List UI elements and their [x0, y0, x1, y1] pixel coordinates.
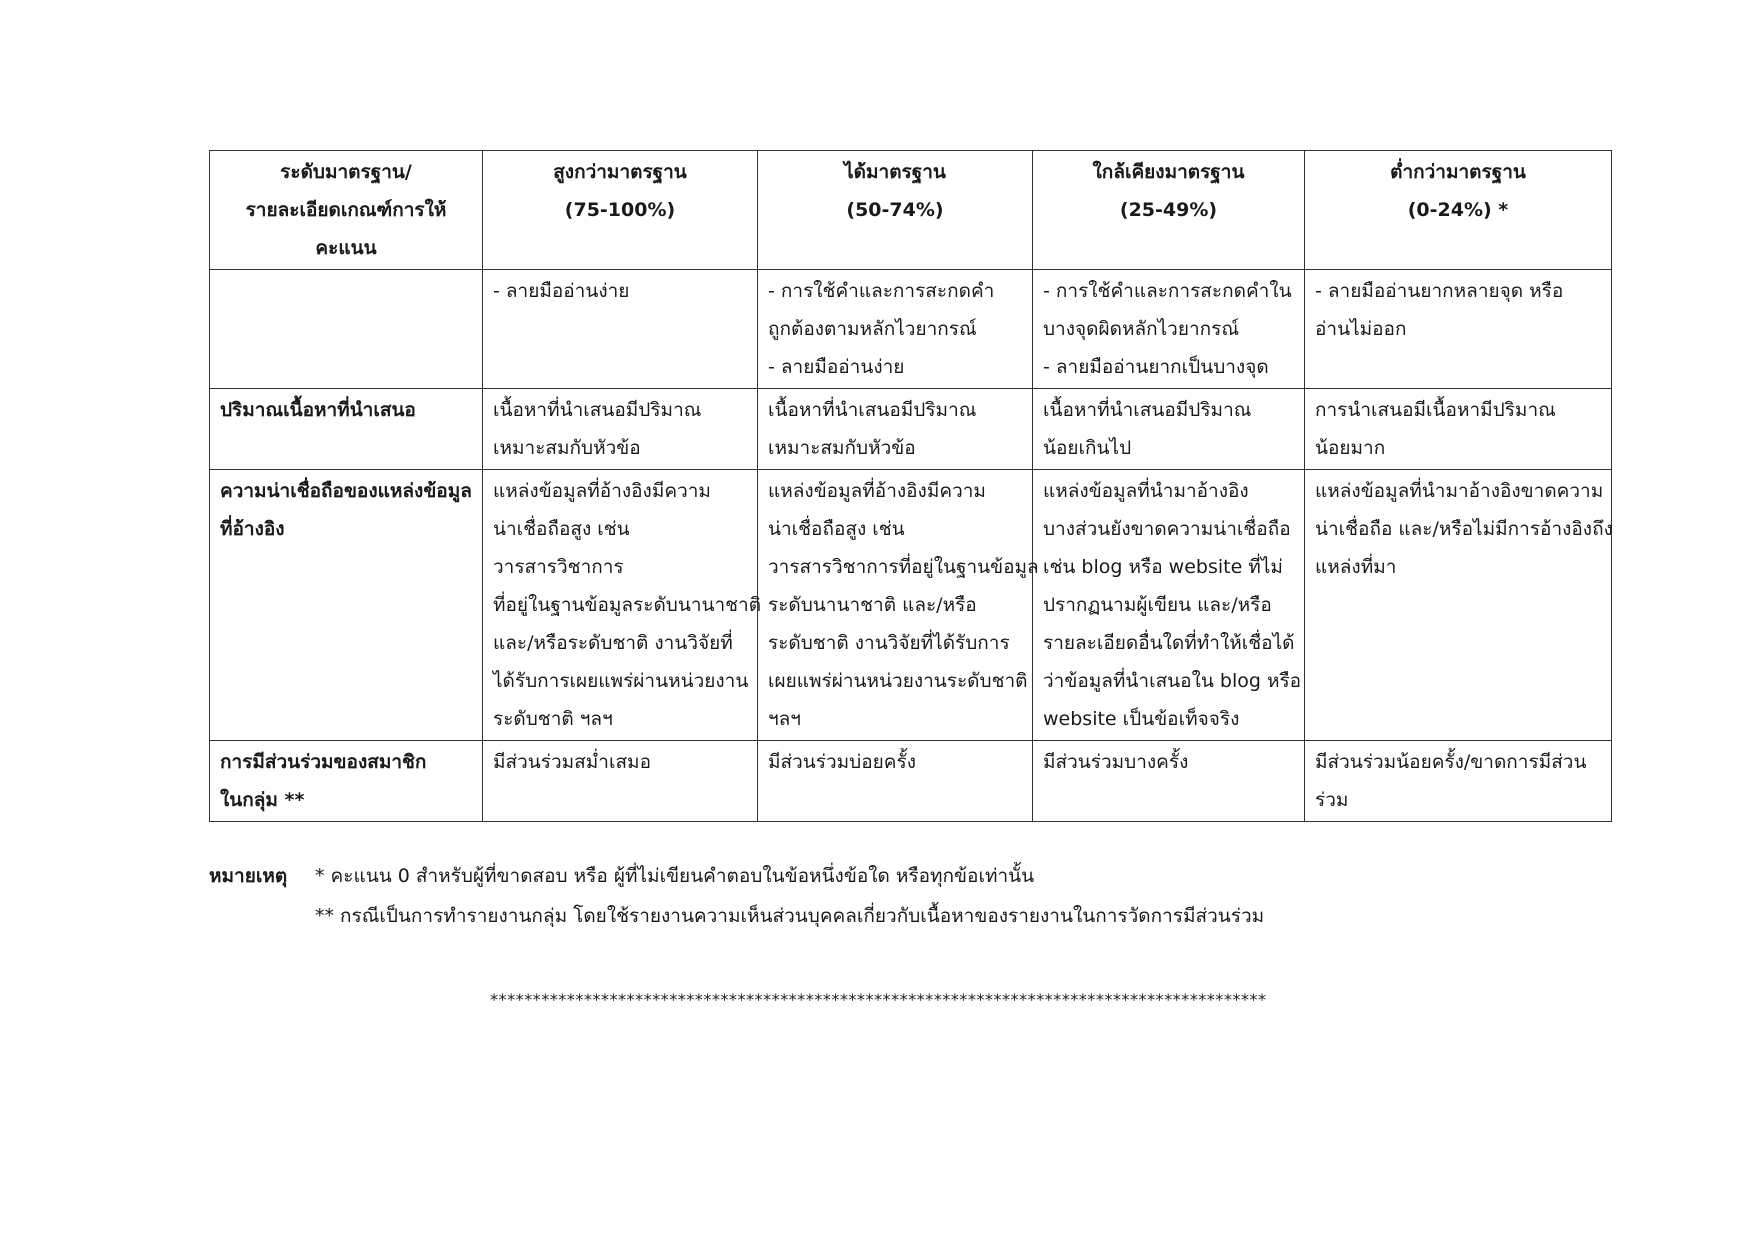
cell-line: และ/หรือระดับชาติ งานวิจัยที่ — [493, 632, 733, 654]
header-cell-above-standard — [483, 151, 758, 270]
cell-line: ระดับชาติ ฯลฯ — [493, 708, 613, 730]
cell-line: ปรากฏนามผู้เขียน และ/หรือ — [1043, 594, 1272, 616]
cell-line: แหล่งที่มา — [1315, 556, 1397, 578]
cell-line: เนื้อหาที่นำเสนอมีปริมาณ — [1043, 399, 1252, 421]
table-cell — [1305, 270, 1612, 389]
cell-line: ถูกต้องตามหลักไวยากรณ์ — [768, 318, 977, 340]
cell-line: น้อยมาก — [1315, 437, 1386, 459]
header-cell-meets-standard — [758, 151, 1033, 270]
table-row — [210, 470, 1612, 741]
header-line: คะแนน — [315, 237, 377, 259]
table-cell — [1033, 741, 1305, 822]
cell-line: แหล่งข้อมูลที่นำมาอ้างอิงขาดความ — [1315, 480, 1604, 502]
cell-line: website เป็นข้อเท็จจริง — [1043, 708, 1240, 730]
header-line: (25-49%) — [1119, 199, 1218, 221]
cell-line: มีส่วนร่วมสม่ำเสมอ — [493, 751, 651, 773]
cell-line: - การใช้คำและการสะกดคำใน — [1043, 280, 1292, 302]
table-cell — [483, 470, 762, 741]
cell-line: ระดับชาติ งานวิจัยที่ได้รับการ — [768, 632, 1010, 654]
note-row — [209, 896, 1264, 936]
cell-line: เนื้อหาที่นำเสนอมีปริมาณ — [768, 399, 977, 421]
criterion-line: ปริมาณเนื้อหาที่นำเสนอ — [220, 399, 416, 421]
table-row — [210, 270, 1612, 389]
cell-line: น้อยเกินไป — [1043, 437, 1132, 459]
cell-line: เผยแพร่ผ่านหน่วยงานระดับชาติ — [768, 670, 1028, 692]
header-line: (0-24%) * — [1407, 199, 1509, 221]
table-cell — [758, 741, 1033, 822]
criterion-line: ที่อ้างอิง — [220, 518, 285, 540]
note-row — [209, 856, 1264, 896]
criterion-line: การมีส่วนร่วมของสมาชิก — [220, 751, 427, 773]
cell-line: บางจุดผิดหลักไวยากรณ์ — [1043, 318, 1239, 340]
criterion-line: ความน่าเชื่อถือของแหล่งข้อมูล — [220, 480, 472, 502]
criterion-line: ในกลุ่ม ** — [220, 789, 305, 811]
cell-line: ร่วม — [1315, 789, 1349, 811]
cell-line: - ลายมืออ่านง่าย — [493, 280, 630, 302]
cell-line: ระดับนานาชาติ และ/หรือ — [768, 594, 977, 616]
cell-line: ได้รับการเผยแพร่ผ่านหน่วยงาน — [493, 670, 749, 692]
header-line: ใกล้เคียงมาตรฐาน — [1092, 161, 1245, 183]
cell-line: ที่อยู่ในฐานข้อมูลระดับนานาชาติ — [493, 594, 762, 616]
cell-line: รายละเอียดอื่นใดที่ทำให้เชื่อได้ — [1043, 632, 1295, 654]
notes-section — [209, 856, 1264, 936]
cell-line: เหมาะสมกับหัวข้อ — [768, 437, 916, 459]
cell-line: บางส่วนยังขาดความน่าเชื่อถือ — [1043, 518, 1291, 540]
cell-line: ว่าข้อมูลที่นำเสนอใน blog หรือ — [1043, 670, 1302, 692]
cell-line: - ลายมืออ่านยากหลายจุด หรือ — [1315, 280, 1564, 302]
table-cell — [483, 389, 758, 470]
header-row — [210, 151, 1612, 270]
header-cell-criteria — [210, 151, 483, 270]
criterion-cell — [210, 741, 483, 822]
criterion-cell — [210, 270, 483, 389]
cell-line: น่าเชื่อถือสูง เช่น — [493, 518, 630, 540]
table-row — [210, 389, 1612, 470]
header-line: รายละเอียดเกณฑ์การให้ — [245, 199, 447, 221]
cell-line: - การใช้คำและการสะกดคำ — [768, 280, 995, 302]
header-line: ระดับมาตรฐาน/ — [280, 161, 412, 183]
cell-line: มีส่วนร่วมบางครั้ง — [1043, 751, 1189, 773]
cell-line: - ลายมืออ่านง่าย — [768, 356, 905, 378]
table-cell — [483, 741, 758, 822]
cell-line: - ลายมืออ่านยากเป็นบางจุด — [1043, 356, 1269, 378]
table-cell — [758, 470, 1039, 741]
header-cell-near-standard — [1033, 151, 1305, 270]
cell-line: อ่านไม่ออก — [1315, 318, 1407, 340]
notes-label: หมายเหตุ — [209, 865, 288, 887]
cell-line: เหมาะสมกับหัวข้อ — [493, 437, 641, 459]
header-line: ต่ำกว่ามาตรฐาน — [1390, 161, 1526, 183]
cell-line: แหล่งข้อมูลที่อ้างอิงมีความ — [493, 480, 711, 502]
table-cell — [1033, 389, 1305, 470]
cell-line: แหล่งข้อมูลที่อ้างอิงมีความ — [768, 480, 986, 502]
table-cell — [1033, 470, 1305, 741]
criterion-cell — [210, 389, 483, 470]
table-cell — [1305, 741, 1612, 822]
table-cell — [1305, 470, 1612, 741]
table-cell — [758, 270, 1033, 389]
header-line: (50-74%) — [846, 199, 944, 221]
cell-line: น่าเชื่อถือ และ/หรือไม่มีการอ้างอิงถึง — [1315, 518, 1613, 540]
header-cell-below-standard — [1305, 151, 1612, 270]
table-cell — [758, 389, 1033, 470]
table-cell — [483, 270, 758, 389]
note-text: * คะแนน 0 สำหรับผู้ที่ขาดสอบ หรือ ผู้ที่ไม่เขียนคำตอบในข้อหนึ่งข้อใด หรือทุกข้อเท่านั้น — [315, 865, 1035, 887]
table-cell — [1305, 389, 1612, 470]
criterion-cell — [210, 470, 483, 741]
header-line: (75-100%) — [564, 199, 676, 221]
note-text: ** กรณีเป็นการทำรายงานกลุ่ม โดยใช้รายงานความเห็นส่วนบุคคลเกี่ยวกับเนื้อหาของรายงานในการวัดการมีส่วนร่วม — [315, 905, 1265, 927]
cell-line: มีส่วนร่วมน้อยครั้ง/ขาดการมีส่วน — [1315, 751, 1587, 773]
table-row — [210, 741, 1612, 822]
header-line: สูงกว่ามาตรฐาน — [553, 161, 687, 183]
asterisk-divider: ******************************************************************************************* — [489, 990, 1266, 1009]
header-line: ได้มาตรฐาน — [844, 161, 946, 183]
cell-line: แหล่งข้อมูลที่นำมาอ้างอิง — [1043, 480, 1249, 502]
cell-line: วารสารวิชาการที่อยู่ในฐานข้อมูล — [768, 556, 1039, 578]
cell-line: มีส่วนร่วมบ่อยครั้ง — [768, 751, 916, 773]
cell-line: เนื้อหาที่นำเสนอมีปริมาณ — [493, 399, 702, 421]
cell-line: การนำเสนอมีเนื้อหามีปริมาณ — [1315, 399, 1556, 421]
cell-line: น่าเชื่อถือสูง เช่น — [768, 518, 905, 540]
cell-line: ฯลฯ — [768, 708, 801, 730]
table-cell — [1033, 270, 1305, 389]
cell-line: เช่น blog หรือ website ที่ไม่ — [1043, 556, 1283, 578]
rubric-table — [209, 150, 1612, 822]
cell-line: วารสารวิชาการ — [493, 556, 624, 578]
